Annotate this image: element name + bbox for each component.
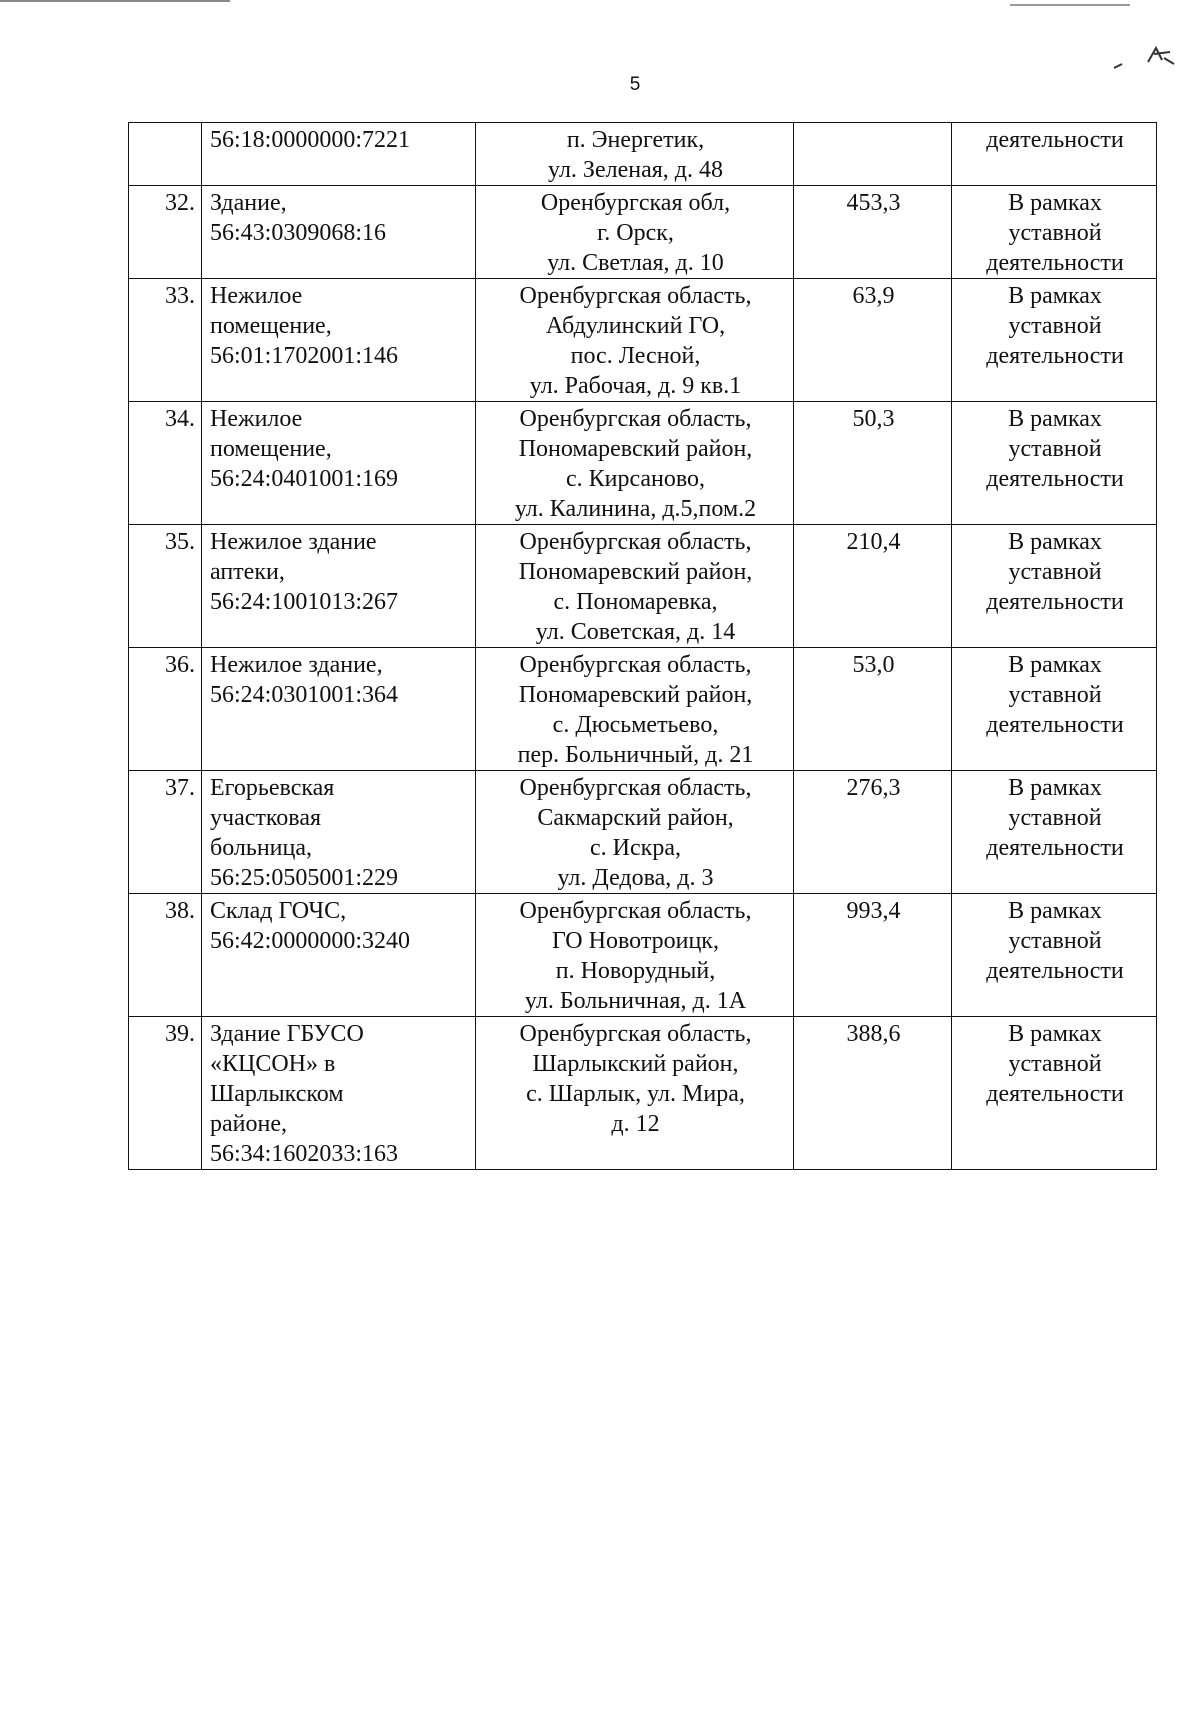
purpose-cell-line: В рамках bbox=[1008, 190, 1102, 216]
purpose-cell-line: уставной bbox=[1008, 220, 1102, 246]
address-cell-line: Пономаревский район, bbox=[518, 436, 753, 462]
address-cell-line: ул. Светлая, д. 10 bbox=[547, 250, 724, 276]
purpose-cell-line: В рамках bbox=[1008, 406, 1102, 432]
object-name-cell-line: 56:42:0000000:3240 bbox=[210, 928, 411, 954]
table-body bbox=[129, 123, 1157, 1170]
purpose-cell-line: уставной bbox=[1008, 559, 1102, 585]
address-cell-line: ул. Рабочая, д. 9 кв.1 bbox=[529, 373, 742, 399]
object-name-cell-line: Шарлыкском bbox=[210, 1081, 344, 1107]
area-cell: 53,0 bbox=[794, 648, 952, 771]
object-name-cell-line: 56:24:1001013:267 bbox=[210, 589, 399, 615]
object-name-cell bbox=[202, 1017, 476, 1170]
area-cell: 210,4 bbox=[794, 525, 952, 648]
object-name-cell-line: Нежилое здание, bbox=[210, 652, 383, 678]
area-cell: 276,3 bbox=[794, 771, 952, 894]
row-number-cell: 36. bbox=[129, 648, 202, 771]
area-cell: 993,4 bbox=[794, 894, 952, 1017]
address-cell-line: п. Новорудный, bbox=[555, 958, 716, 984]
page-number: 5 bbox=[629, 74, 641, 95]
address-cell-line: ул. Больничная, д. 1А bbox=[524, 988, 747, 1014]
purpose-cell bbox=[952, 771, 1157, 894]
table-row bbox=[129, 525, 1157, 648]
table-row bbox=[129, 186, 1157, 279]
object-name-cell-line: участковая bbox=[210, 805, 322, 831]
address-cell bbox=[476, 771, 794, 894]
purpose-cell bbox=[952, 1017, 1157, 1170]
address-cell-line: Сакмарский район, bbox=[537, 805, 734, 831]
area-cell: 63,9 bbox=[794, 279, 952, 402]
purpose-cell-line: В рамках bbox=[1008, 898, 1102, 924]
purpose-cell-line: деятельности bbox=[986, 1081, 1124, 1107]
table-row bbox=[129, 279, 1157, 402]
purpose-cell-line: деятельности bbox=[986, 127, 1124, 153]
table-row bbox=[129, 771, 1157, 894]
object-name-cell-line: аптеки, bbox=[210, 559, 285, 585]
table-row bbox=[129, 648, 1157, 771]
object-name-cell-line: Нежилое bbox=[210, 406, 303, 432]
address-cell bbox=[476, 648, 794, 771]
purpose-cell-line: уставной bbox=[1008, 682, 1102, 708]
address-cell bbox=[476, 1017, 794, 1170]
area-cell bbox=[794, 123, 952, 186]
address-cell-line: с. Дюсьметьево, bbox=[552, 712, 719, 738]
property-registry-table bbox=[128, 122, 1157, 1170]
table-row bbox=[129, 402, 1157, 525]
address-cell-line: Шарлыкский район, bbox=[532, 1051, 739, 1077]
object-name-cell-line: Нежилое bbox=[210, 283, 303, 309]
purpose-cell bbox=[952, 402, 1157, 525]
address-cell-line: с. Кирсаново, bbox=[565, 466, 706, 492]
purpose-cell-line: уставной bbox=[1008, 436, 1102, 462]
purpose-cell-line: уставной bbox=[1008, 805, 1102, 831]
object-name-cell-line: 56:01:1702001:146 bbox=[210, 343, 399, 369]
object-name-cell-line: районе, bbox=[210, 1111, 287, 1137]
object-name-cell-line: Нежилое здание bbox=[210, 529, 377, 555]
address-cell-line: Оренбургская область, bbox=[519, 898, 752, 924]
object-name-cell-line: 56:34:1602033:163 bbox=[210, 1141, 399, 1167]
scan-artifact-top-left bbox=[0, 0, 230, 2]
address-cell-line: с. Шарлык, ул. Мира, bbox=[526, 1081, 745, 1107]
row-number-cell: 33. bbox=[129, 279, 202, 402]
table-row bbox=[129, 123, 1157, 186]
address-cell bbox=[476, 525, 794, 648]
address-cell-line: Оренбургская область, bbox=[519, 652, 752, 678]
address-cell-line: п. Энергетик, bbox=[566, 127, 705, 153]
address-cell-line: Оренбургская обл, bbox=[540, 190, 731, 216]
object-name-cell-line: Склад ГОЧС, bbox=[210, 898, 347, 924]
purpose-cell-line: деятельности bbox=[986, 250, 1124, 276]
purpose-cell-line: В рамках bbox=[1008, 529, 1102, 555]
purpose-cell-line: деятельности bbox=[986, 343, 1124, 369]
object-name-cell bbox=[202, 894, 476, 1017]
address-cell-line: г. Орск, bbox=[597, 220, 674, 246]
object-name-cell-line: помещение, bbox=[210, 313, 332, 339]
address-cell bbox=[476, 279, 794, 402]
purpose-cell bbox=[952, 186, 1157, 279]
object-name-cell bbox=[202, 186, 476, 279]
address-cell-line: Пономаревский район, bbox=[518, 682, 753, 708]
address-cell bbox=[476, 402, 794, 525]
area-cell: 50,3 bbox=[794, 402, 952, 525]
area-cell: 453,3 bbox=[794, 186, 952, 279]
purpose-cell-line: уставной bbox=[1008, 928, 1102, 954]
row-number-cell: 39. bbox=[129, 1017, 202, 1170]
row-number-cell: 32. bbox=[129, 186, 202, 279]
object-name-cell bbox=[202, 525, 476, 648]
address-cell bbox=[476, 186, 794, 279]
purpose-cell bbox=[952, 525, 1157, 648]
object-name-cell-line: Здание, bbox=[210, 190, 287, 216]
object-name-cell bbox=[202, 648, 476, 771]
purpose-cell-line: деятельности bbox=[986, 589, 1124, 615]
object-name-cell bbox=[202, 771, 476, 894]
purpose-cell-line: деятельности bbox=[986, 712, 1124, 738]
address-cell-line: с. Пономаревка, bbox=[553, 589, 718, 615]
purpose-cell-line: деятельности bbox=[986, 466, 1124, 492]
address-cell-line: Абдулинский ГО, bbox=[545, 313, 726, 339]
address-cell-line: с. Искра, bbox=[590, 835, 681, 861]
object-name-cell-line: помещение, bbox=[210, 436, 332, 462]
object-name-cell-line: 56:25:0505001:229 bbox=[210, 865, 399, 891]
address-cell bbox=[476, 123, 794, 186]
purpose-cell-line: уставной bbox=[1008, 313, 1102, 339]
object-name-cell-line: 56:18:0000000:7221 bbox=[210, 127, 411, 153]
row-number-cell: 35. bbox=[129, 525, 202, 648]
purpose-cell-line: уставной bbox=[1008, 1051, 1102, 1077]
purpose-cell bbox=[952, 279, 1157, 402]
address-cell-line: Оренбургская область, bbox=[519, 406, 752, 432]
address-cell-line: д. 12 bbox=[611, 1111, 660, 1137]
object-name-cell-line: больница, bbox=[210, 835, 312, 861]
address-cell-line: ул. Советская, д. 14 bbox=[535, 619, 736, 645]
address-cell-line: Оренбургская область, bbox=[519, 283, 752, 309]
address-cell-line: ГО Новотроицк, bbox=[552, 928, 719, 954]
purpose-cell bbox=[952, 648, 1157, 771]
object-name-cell-line: 56:43:0309068:16 bbox=[210, 220, 387, 246]
object-name-cell bbox=[202, 402, 476, 525]
scan-artifact-top-right bbox=[1010, 4, 1130, 6]
address-cell-line: Оренбургская область, bbox=[519, 529, 752, 555]
handwritten-mark bbox=[1108, 40, 1188, 80]
purpose-cell-line: В рамках bbox=[1008, 1021, 1102, 1047]
purpose-cell-line: В рамках bbox=[1008, 775, 1102, 801]
object-name-cell-line: Егорьевская bbox=[210, 775, 335, 801]
object-name-cell-line: Здание ГБУСО bbox=[210, 1021, 364, 1047]
object-name-cell-line: 56:24:0301001:364 bbox=[210, 682, 399, 708]
area-cell: 388,6 bbox=[794, 1017, 952, 1170]
address-cell-line: пос. Лесной, bbox=[570, 343, 701, 369]
row-number-cell bbox=[129, 123, 202, 186]
table-row bbox=[129, 894, 1157, 1017]
row-number-cell: 37. bbox=[129, 771, 202, 894]
purpose-cell bbox=[952, 894, 1157, 1017]
object-name-cell-line: «КЦСОН» в bbox=[210, 1051, 336, 1077]
address-cell-line: ул. Зеленая, д. 48 bbox=[548, 157, 723, 183]
address-cell bbox=[476, 894, 794, 1017]
row-number-cell: 34. bbox=[129, 402, 202, 525]
table-row bbox=[129, 1017, 1157, 1170]
purpose-cell bbox=[952, 123, 1157, 186]
address-cell-line: Пономаревский район, bbox=[518, 559, 753, 585]
address-cell-line: ул. Дедова, д. 3 bbox=[557, 865, 714, 891]
purpose-cell-line: деятельности bbox=[986, 835, 1124, 861]
object-name-cell bbox=[202, 123, 476, 186]
purpose-cell-line: В рамках bbox=[1008, 652, 1102, 678]
address-cell-line: Оренбургская область, bbox=[519, 1021, 752, 1047]
purpose-cell-line: В рамках bbox=[1008, 283, 1102, 309]
row-number-cell: 38. bbox=[129, 894, 202, 1017]
object-name-cell-line: 56:24:0401001:169 bbox=[210, 466, 399, 492]
address-cell-line: Оренбургская область, bbox=[519, 775, 752, 801]
object-name-cell bbox=[202, 279, 476, 402]
purpose-cell-line: деятельности bbox=[986, 958, 1124, 984]
address-cell-line: ул. Калинина, д.5,пом.2 bbox=[514, 496, 757, 522]
address-cell-line: пер. Больничный, д. 21 bbox=[517, 742, 754, 768]
